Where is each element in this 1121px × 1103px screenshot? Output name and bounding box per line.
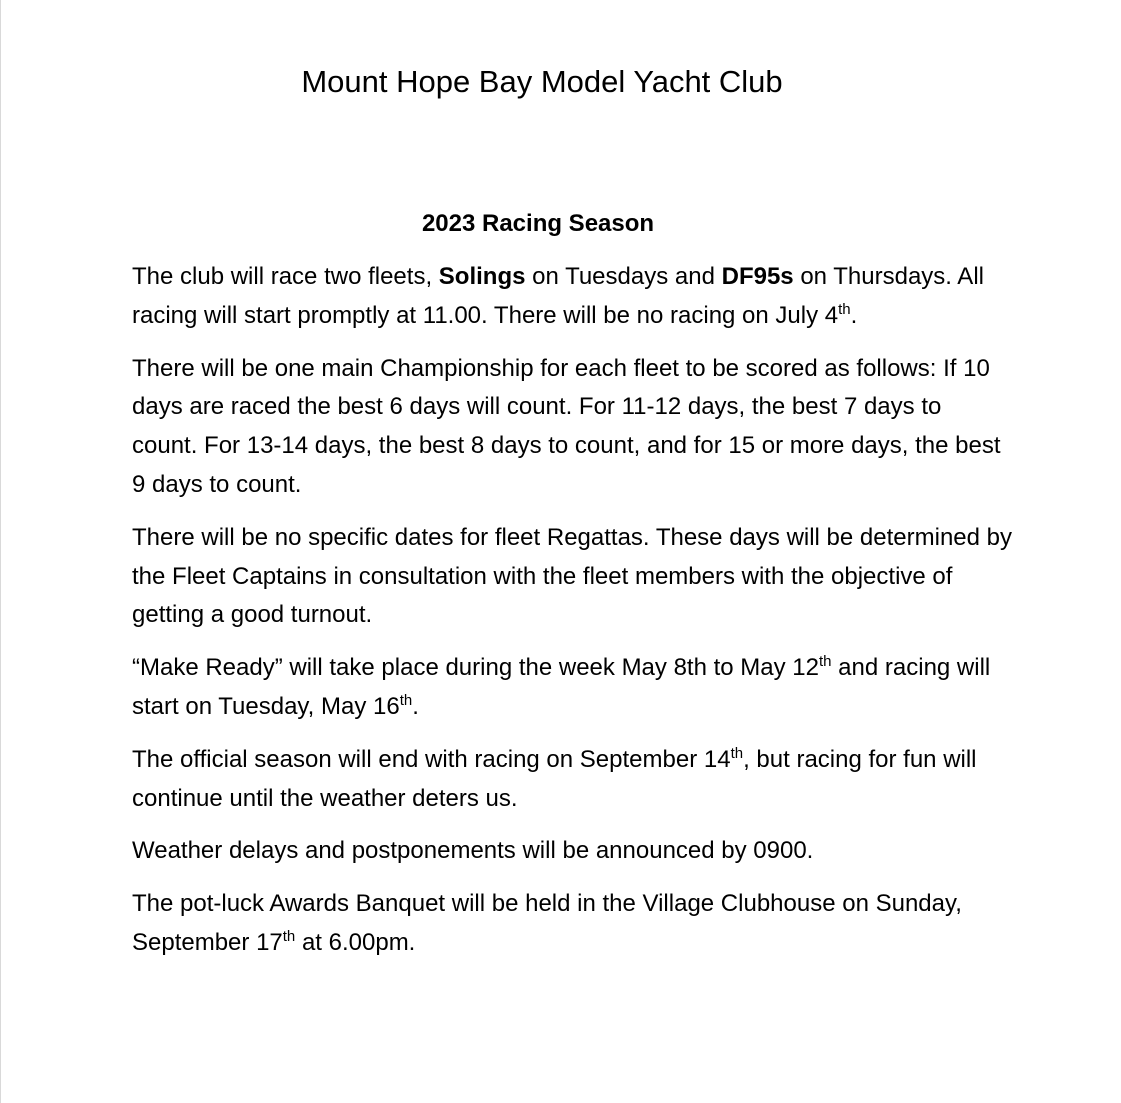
fleet-df95s: DF95s bbox=[721, 263, 794, 290]
ordinal-suffix: th bbox=[730, 744, 744, 762]
season-end-text-1: The official season will end with racing on September 14 bbox=[132, 745, 731, 773]
page-edge bbox=[0, 0, 1, 1103]
make-ready-text-2: and racing will start on Tuesday, May 16 bbox=[132, 654, 991, 720]
fleets-text-3: on Thursdays. All racing will start promptly at 11.00. There will be no racing on July 4 bbox=[132, 263, 984, 329]
paragraph-weather: Weather delays and postponements will be announced by 0900. bbox=[132, 837, 814, 865]
fleets-text-4: . bbox=[850, 301, 858, 329]
ordinal-suffix: th bbox=[282, 927, 296, 945]
document-title: Mount Hope Bay Model Yacht Club bbox=[301, 64, 783, 99]
make-ready-text-3: . bbox=[412, 692, 419, 720]
fleets-text-2: on Tuesdays and bbox=[525, 263, 722, 290]
paragraph-regattas: There will be no specific dates for fleet Regattas. These days will be determined by the Fleet Captains in consultation with the fleet members with the objective of getting a good turnout. bbox=[132, 523, 1013, 629]
fleet-solings: Solings bbox=[438, 263, 526, 290]
make-ready-text-1: “Make Ready” will take place during the week May 8th to May 12 bbox=[132, 654, 819, 682]
season-heading: 2023 Racing Season bbox=[421, 210, 655, 237]
fleets-text-1: The club will race two fleets, bbox=[132, 263, 439, 290]
ordinal-suffix: th bbox=[399, 691, 413, 709]
banquet-text-1: The pot-luck Awards Banquet will be held in the Village Clubhouse on Sunday, September 17 bbox=[132, 890, 962, 956]
paragraph-championship: There will be one main Championship for each fleet to be scored as follows: If 10 days are raced the best 6 days will count. For 11-12 days, the best 7 days to count. For 13-14 days, the best 8 days to count, and for 15 or more days, the best 9 days to count. bbox=[132, 354, 1001, 498]
season-end-text-2: , but racing for fun will continue until the weather deters us. bbox=[132, 745, 977, 812]
paragraph-make-ready bbox=[132, 649, 1012, 727]
paragraph-banquet bbox=[132, 885, 1012, 963]
banquet-text-2: at 6.00pm. bbox=[295, 928, 416, 956]
ordinal-suffix: th bbox=[819, 653, 832, 671]
paragraph-season-end bbox=[132, 741, 1012, 819]
paragraph-fleets bbox=[132, 258, 1012, 336]
document-body bbox=[132, 258, 1012, 977]
ordinal-suffix: th bbox=[838, 300, 851, 318]
